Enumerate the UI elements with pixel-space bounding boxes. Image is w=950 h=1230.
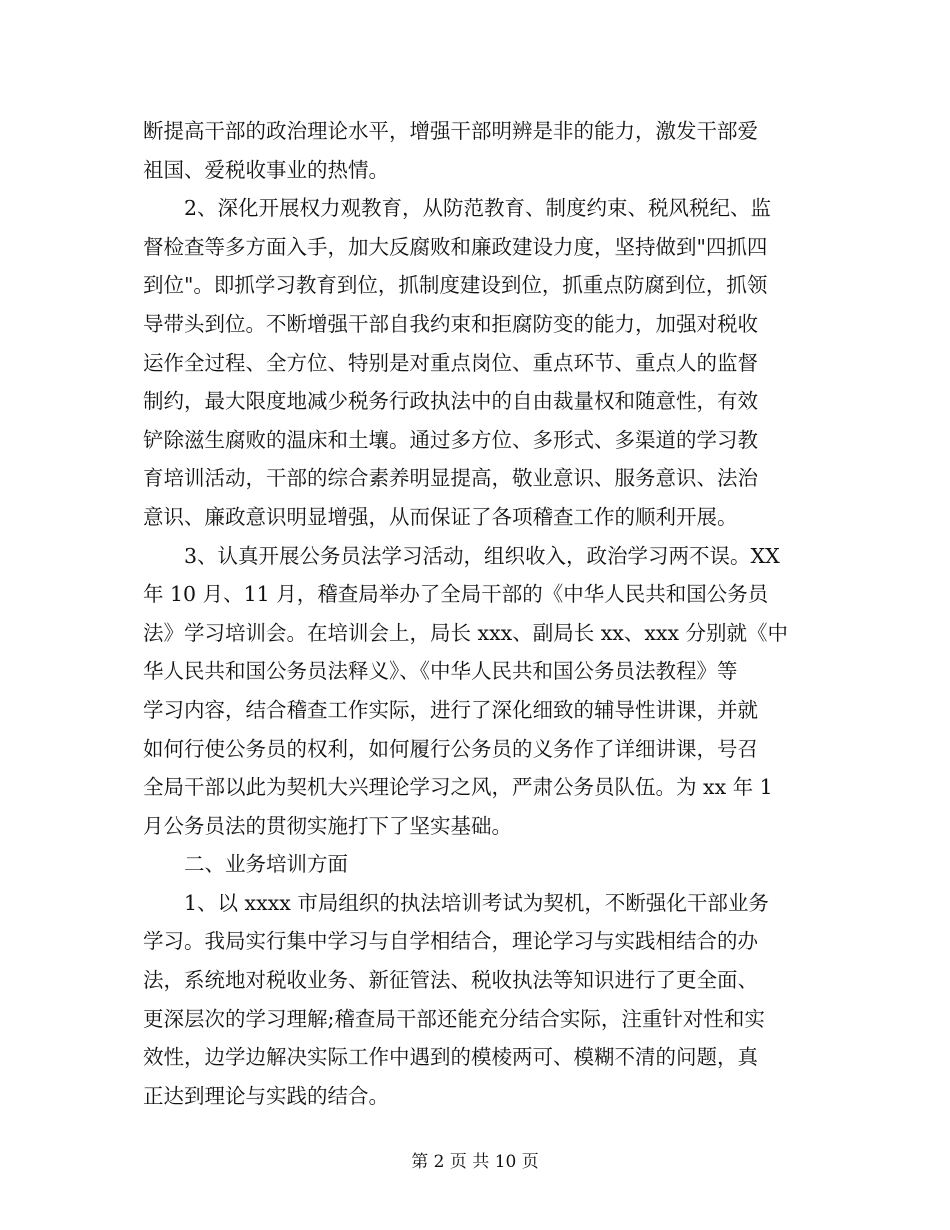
text-line: 如何行使公务员的权利，如何履行公务员的义务作了详细讲课，号召 [143,736,758,761]
text-line: 正达到理论与实践的结合。 [143,1083,389,1108]
text-line: 月公务员法的贯彻实施打下了坚实基础。 [143,813,512,838]
text-line: 运作全过程、全方位、特别是对重点岗位、重点环节、重点人的监督 [143,350,758,375]
text-line: 学习。我局实行集中学习与自学相结合，理论学习与实践相结合的办 [143,929,758,954]
text-line: 年 10 月、11 月，稽查局举办了全局干部的《中华人民共和国公务员 [143,582,769,607]
text-line: 法》学习培训会。在培训会上，局长 xxx、副局长 xx、xxx 分别就《中 [143,620,789,645]
text-line: 铲除滋生腐败的温床和土壤。通过多方位、多形式、多渠道的学习教 [143,427,758,452]
text-line: 效性，边学边解决实际工作中遇到的模棱两可、模糊不清的问题，真 [143,1045,758,1070]
page-number: 第 2 页 共 10 页 [411,1152,539,1172]
text-line: 1、以 xxxx 市局组织的执法培训考试为契机，不断强化干部业务 [143,890,769,915]
section-heading: 二、业务培训方面 [143,852,348,877]
text-line: 育培训活动，干部的综合素养明显提高，敬业意识、服务意识、法治 [143,466,758,491]
text-line: 2、深化开展权力观教育，从防范教育、制度约束、税风税纪、监 [143,196,772,221]
text-line: 断提高干部的政治理论水平，增强干部明辨是非的能力，激发干部爱 [143,119,758,143]
text-line: 到位"。即抓学习教育到位，抓制度建设到位，抓重点防腐到位，抓领 [143,273,768,298]
text-line: 3、认真开展公务员法学习活动，组织收入，政治学习两不误。XX [143,543,780,568]
text-line: 督检查等多方面入手，加大反腐败和廉政建设力度，坚持做到"四抓四 [143,234,768,259]
text-line: 更深层次的学习理解;稽查局干部还能充分结合实际，注重针对性和实 [143,1006,765,1031]
body-text [143,112,809,1115]
text-line: 意识、廉政意识明显增强，从而保证了各项稽查工作的顺利开展。 [143,504,738,529]
text-line: 华人民共和国公务员法释义》、《中华人民共和国公务员法教程》等 [143,659,738,684]
text-line: 导带头到位。不断增强干部自我约束和拒腐防变的能力，加强对税收 [143,311,758,336]
text-line: 学习内容，结合稽查工作实际，进行了深化细致的辅导性讲课，并就 [143,697,758,722]
text-line: 全局干部以此为契机大兴理论学习之风，严肃公务员队伍。为 xx 年 1 [143,775,773,800]
text-line: 法，系统地对税收业务、新征管法、税收执法等知识进行了更全面、 [143,968,758,993]
text-line: 制约，最大限度地减少税务行政执法中的自由裁量权和随意性，有效 [143,389,758,414]
text-line: 祖国、爱税收事业的热情。 [143,157,389,182]
